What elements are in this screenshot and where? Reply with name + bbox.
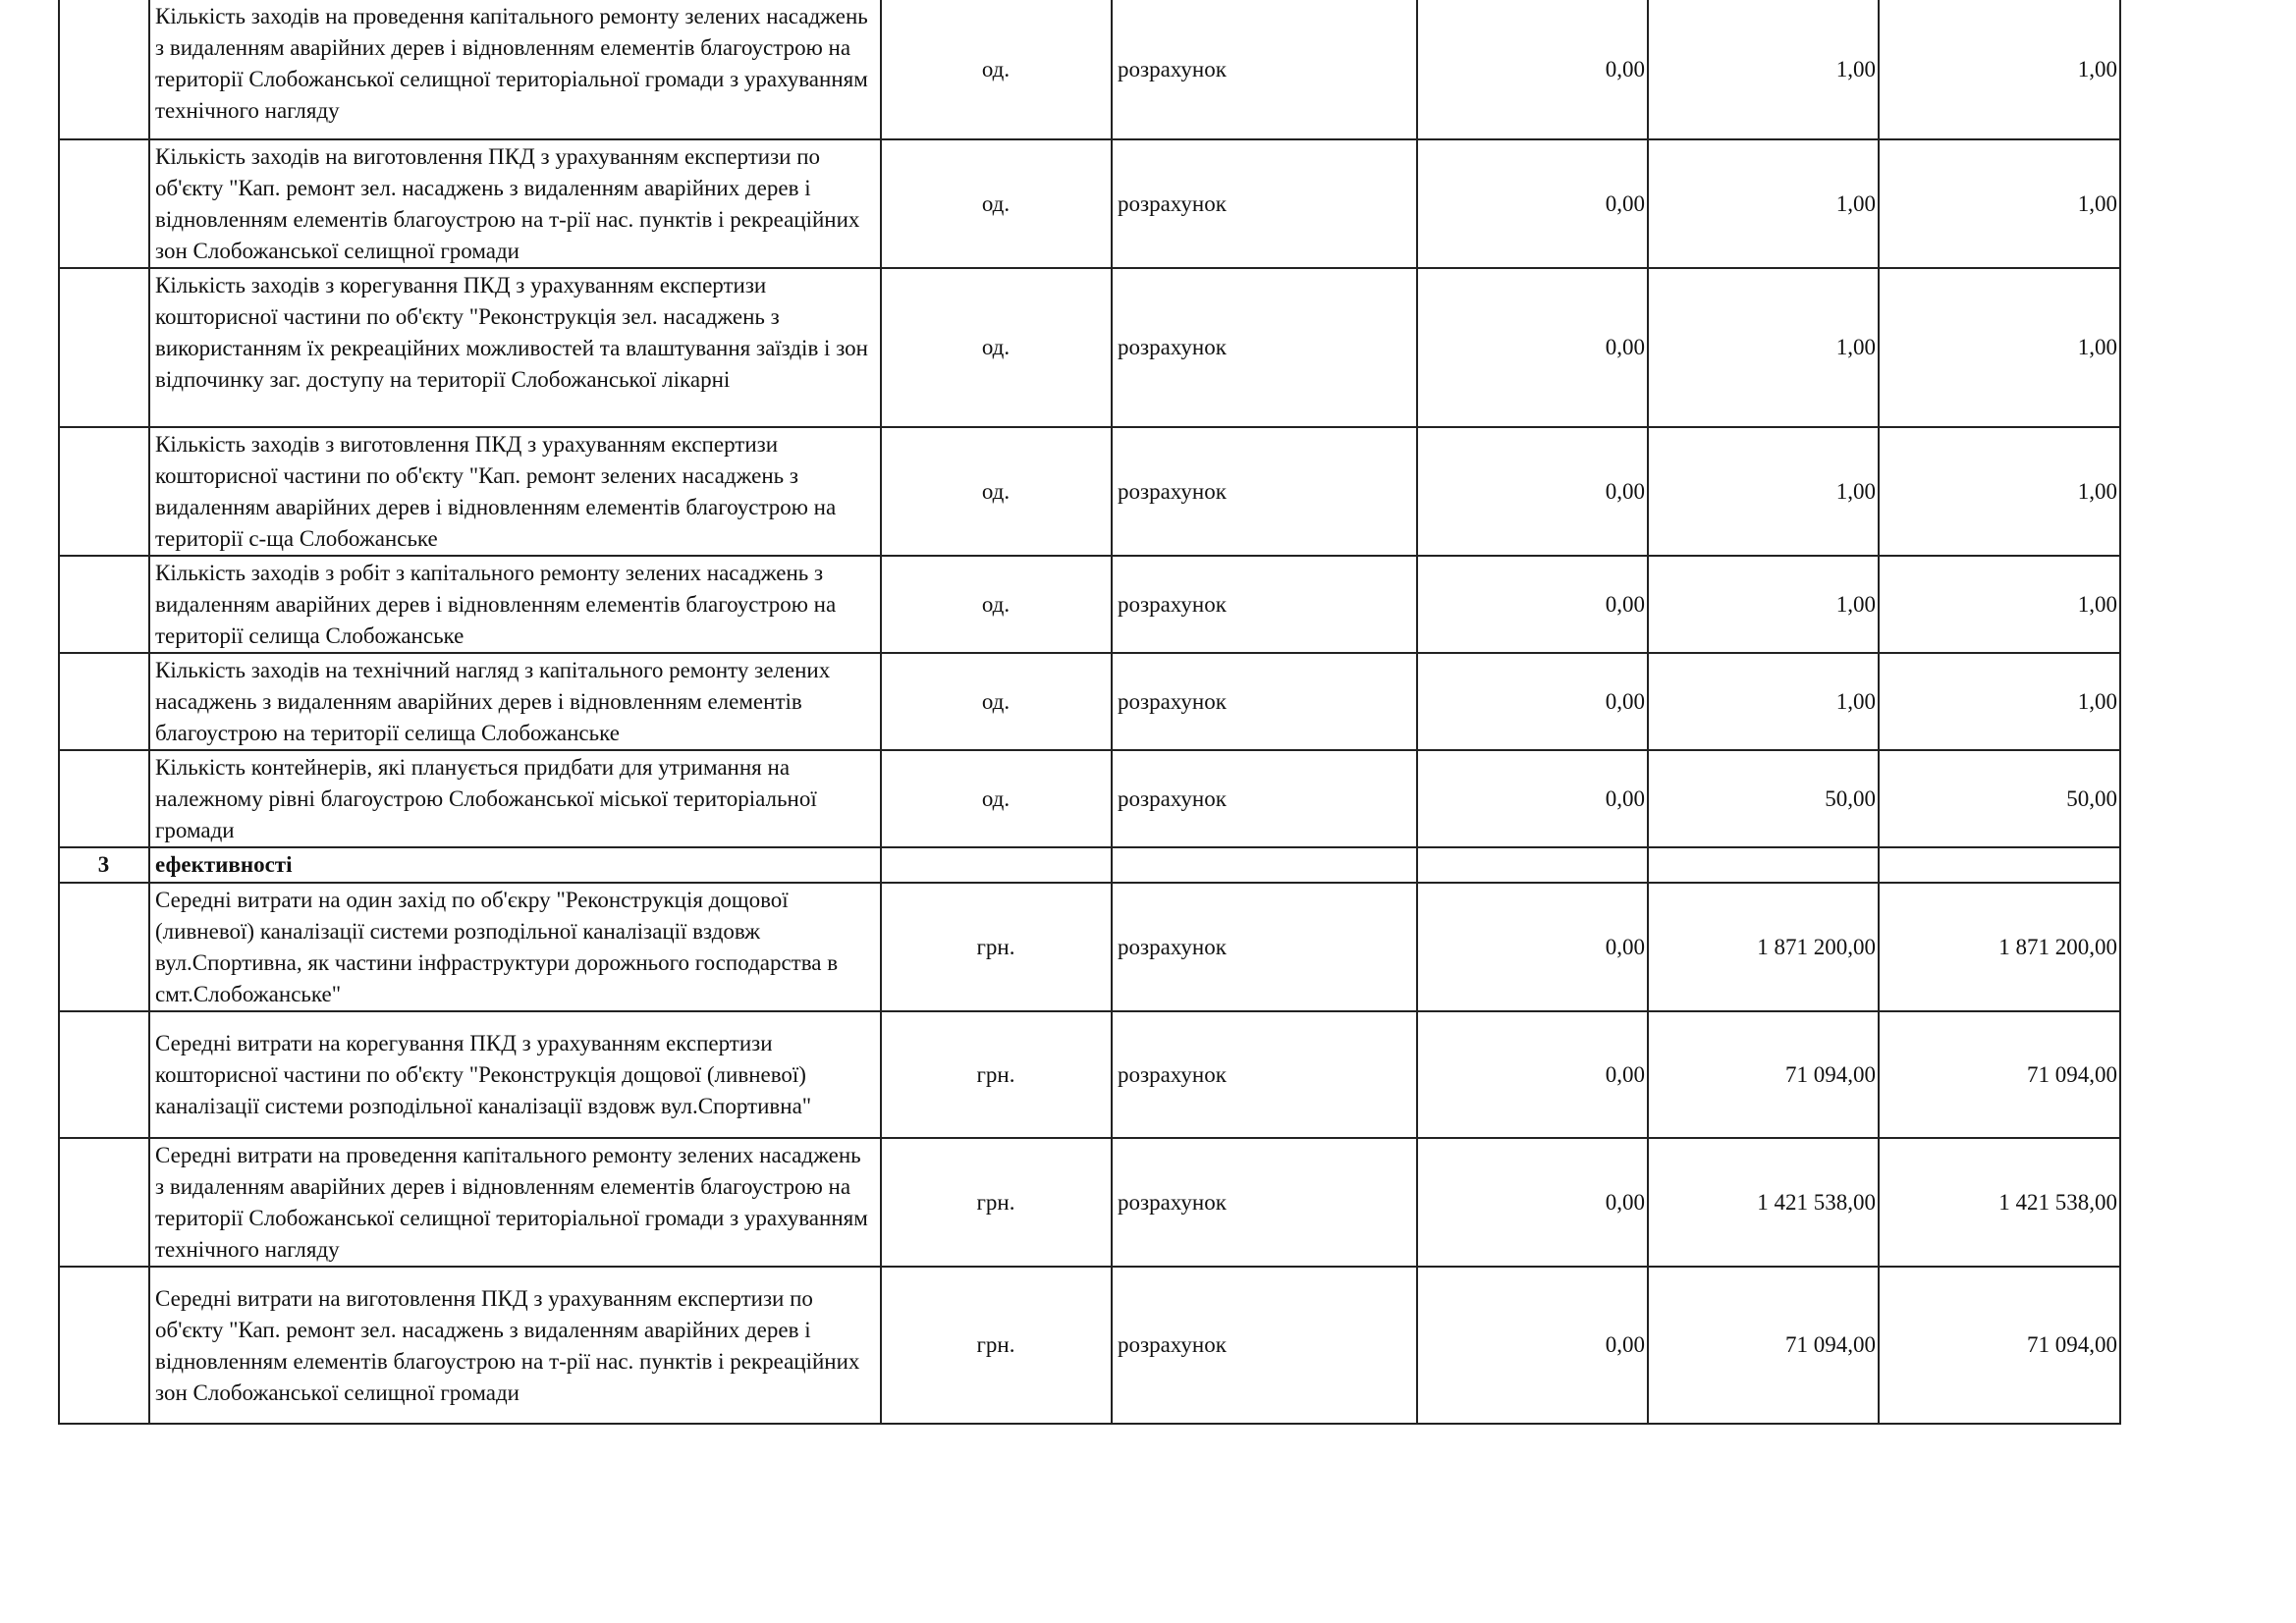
source-cell: розрахунок	[1112, 0, 1417, 139]
value-cell: 1,00	[1879, 427, 2120, 556]
unit-cell: од.	[881, 427, 1112, 556]
value-cell: 1,00	[1648, 653, 1879, 750]
row-index-cell	[59, 268, 149, 427]
value-cell: 0,00	[1417, 1011, 1648, 1138]
table-row	[59, 427, 2120, 556]
row-index-cell	[59, 0, 149, 139]
row-index-cell	[59, 556, 149, 653]
source-cell: розрахунок	[1112, 1138, 1417, 1267]
row-index-cell	[59, 883, 149, 1011]
indicators-table-page	[58, 0, 2119, 1425]
empty-cell	[1879, 847, 2120, 883]
section-header-row	[59, 847, 2120, 883]
source-cell: розрахунок	[1112, 427, 1417, 556]
value-cell: 0,00	[1417, 883, 1648, 1011]
value-cell: 1,00	[1648, 427, 1879, 556]
value-cell: 1 421 538,00	[1648, 1138, 1879, 1267]
table-row	[59, 883, 2120, 1011]
indicator-name: Кількість контейнерів, які планується придбати для утримання на належному рівні благоустрою Слобожанської міської територіальної громади	[149, 750, 881, 847]
row-index-cell	[59, 427, 149, 556]
unit-cell: од.	[881, 0, 1112, 139]
value-cell: 50,00	[1648, 750, 1879, 847]
table-row	[59, 0, 2120, 139]
indicator-name: Кількість заходів з корегування ПКД з урахуванням експертизи кошторисної частини по об'єкту "Реконструкція зел. насаджень з використанням їх рекреаційних можливостей та влаштування заїздів і зон відпочинку заг. доступу на території Слобожанської лікарні	[149, 268, 881, 427]
table-row	[59, 139, 2120, 268]
empty-cell	[1112, 847, 1417, 883]
unit-cell: од.	[881, 556, 1112, 653]
section-index: 3	[59, 847, 149, 883]
value-cell: 1,00	[1879, 653, 2120, 750]
table-row	[59, 1267, 2120, 1424]
value-cell: 0,00	[1417, 653, 1648, 750]
row-index-cell	[59, 139, 149, 268]
source-cell: розрахунок	[1112, 750, 1417, 847]
unit-cell: грн.	[881, 1011, 1112, 1138]
source-cell: розрахунок	[1112, 653, 1417, 750]
unit-cell: грн.	[881, 1138, 1112, 1267]
value-cell: 1,00	[1879, 268, 2120, 427]
unit-cell: од.	[881, 750, 1112, 847]
indicator-name: Кількість заходів з виготовлення ПКД з урахуванням експертизи кошторисної частини по об'єкту "Кап. ремонт зелених насаджень з видаленням аварійних дерев і відновленням елементів благоустрою на території с-ща Слобожанське	[149, 427, 881, 556]
row-index-cell	[59, 653, 149, 750]
value-cell: 0,00	[1417, 268, 1648, 427]
row-index-cell	[59, 1138, 149, 1267]
unit-cell: од.	[881, 653, 1112, 750]
source-cell: розрахунок	[1112, 139, 1417, 268]
value-cell: 1 421 538,00	[1879, 1138, 2120, 1267]
indicator-name: Середні витрати на проведення капітального ремонту зелених насаджень з видаленням аварійних дерев і відновленням елементів благоустрою на території Слобожанської селищної територіальної громади з урахуванням технічного нагляду	[149, 1138, 881, 1267]
table-row	[59, 268, 2120, 427]
value-cell: 0,00	[1417, 1138, 1648, 1267]
indicators-table	[58, 0, 2121, 1425]
value-cell: 1,00	[1648, 556, 1879, 653]
value-cell: 0,00	[1417, 1267, 1648, 1424]
table-row	[59, 750, 2120, 847]
unit-cell: грн.	[881, 1267, 1112, 1424]
source-cell: розрахунок	[1112, 883, 1417, 1011]
row-index-cell	[59, 750, 149, 847]
value-cell: 1 871 200,00	[1648, 883, 1879, 1011]
value-cell: 0,00	[1417, 0, 1648, 139]
value-cell: 1,00	[1648, 139, 1879, 268]
unit-cell: од.	[881, 268, 1112, 427]
unit-cell: од.	[881, 139, 1112, 268]
source-cell: розрахунок	[1112, 1267, 1417, 1424]
table-row	[59, 1138, 2120, 1267]
empty-cell	[1648, 847, 1879, 883]
value-cell: 0,00	[1417, 139, 1648, 268]
source-cell: розрахунок	[1112, 268, 1417, 427]
value-cell: 1,00	[1648, 268, 1879, 427]
section-title: ефективності	[149, 847, 881, 883]
table-row	[59, 1011, 2120, 1138]
value-cell: 71 094,00	[1648, 1267, 1879, 1424]
row-index-cell	[59, 1267, 149, 1424]
value-cell: 1,00	[1879, 556, 2120, 653]
value-cell: 71 094,00	[1648, 1011, 1879, 1138]
value-cell: 0,00	[1417, 427, 1648, 556]
value-cell: 1,00	[1879, 139, 2120, 268]
value-cell: 71 094,00	[1879, 1011, 2120, 1138]
value-cell: 1,00	[1879, 0, 2120, 139]
source-cell: розрахунок	[1112, 1011, 1417, 1138]
value-cell: 50,00	[1879, 750, 2120, 847]
value-cell: 71 094,00	[1879, 1267, 2120, 1424]
table-row	[59, 556, 2120, 653]
indicator-name: Кількість заходів на проведення капітального ремонту зелених насаджень з видаленням аварійних дерев і відновленням елементів благоустрою на території Слобожанської селищної територіальної громади з урахуванням технічного нагляду	[149, 0, 881, 139]
indicator-name: Кількість заходів на виготовлення ПКД з урахуванням експертизи по об'єкту "Кап. ремонт зел. насаджень з видаленням аварійних дерев і відновленням елементів благоустрою на т-рії нас. пунктів і рекреаційних зон Слобожанської селищної громади	[149, 139, 881, 268]
indicator-name: Кількість заходів на технічний нагляд з капітального ремонту зелених насаджень з видаленням аварійних дерев і відновленням елементів благоустрою на території селища Слобожанське	[149, 653, 881, 750]
source-cell: розрахунок	[1112, 556, 1417, 653]
value-cell: 1,00	[1648, 0, 1879, 139]
indicator-name: Середні витрати на виготовлення ПКД з урахуванням експертизи по об'єкту "Кап. ремонт зел. насаджень з видаленням аварійних дерев і відновленням елементів благоустрою на т-рії нас. пунктів і рекреаційних зон Слобожанської селищної громади	[149, 1267, 881, 1424]
row-index-cell	[59, 1011, 149, 1138]
value-cell: 1 871 200,00	[1879, 883, 2120, 1011]
empty-cell	[1417, 847, 1648, 883]
value-cell: 0,00	[1417, 750, 1648, 847]
value-cell: 0,00	[1417, 556, 1648, 653]
unit-cell: грн.	[881, 883, 1112, 1011]
indicator-name: Середні витрати на корегування ПКД з урахуванням експертизи кошторисної частини по об'єкту "Реконструкція дощової (ливневої) каналізації системи розподільної каналізації вздовж вул.Спортивна"	[149, 1011, 881, 1138]
table-row	[59, 653, 2120, 750]
empty-cell	[881, 847, 1112, 883]
indicator-name: Середні витрати на один захід по об'єкру "Реконструкція дощової (ливневої) каналізації системи розподільної каналізації вздовж вул.Спортивна, як частини інфраструктури дорожнього господарства в смт.Слобожанське"	[149, 883, 881, 1011]
indicator-name: Кількість заходів з робіт з капітального ремонту зелених насаджень з видаленням аварійних дерев і відновленням елементів благоустрою на території селища Слобожанське	[149, 556, 881, 653]
